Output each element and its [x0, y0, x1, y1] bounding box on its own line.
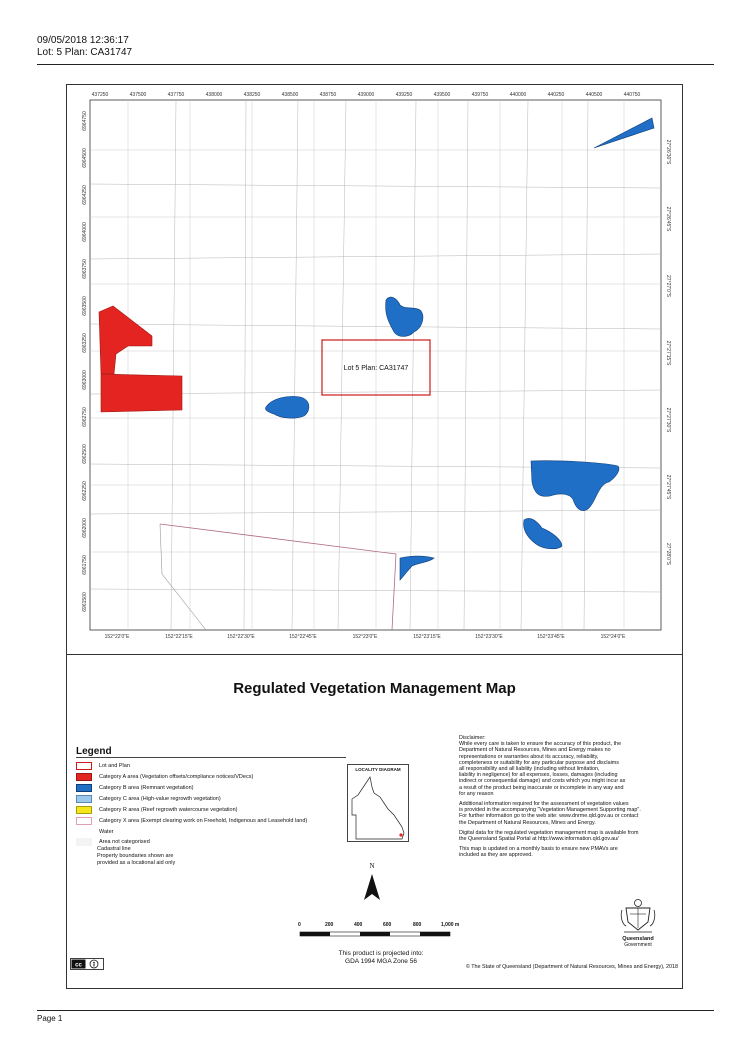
- easting-tick: 440750: [623, 92, 641, 98]
- easting-tick: 439500: [433, 92, 451, 98]
- latitude-tick: 27°27'15"S: [665, 340, 671, 366]
- category-x-swatch: [76, 817, 92, 825]
- legend-title: Legend: [76, 746, 112, 757]
- category-r-swatch: [76, 806, 92, 814]
- legend-label: Category X area (Exempt clearing work on Freehold, Indigenous and Leasehold land): [99, 818, 308, 824]
- latitude-tick: 27°28'0"S: [665, 543, 671, 565]
- disclaimer-line: Digital data for the regulated vegetation management map is available from: [459, 829, 639, 836]
- legend-label: Category A area (Vegetation offsets/compliance notices/VDecs): [99, 774, 254, 780]
- easting-tick: 439750: [471, 92, 489, 98]
- northing-tick: 6963750: [82, 259, 88, 279]
- header-rule: [37, 64, 714, 65]
- queensland-label: Queensland: [622, 936, 654, 942]
- latitude-tick: 27°27'0"S: [665, 275, 671, 297]
- north-arrow-icon: [362, 872, 382, 902]
- queensland-outline-icon: [350, 775, 408, 841]
- legend-note-line: Cadastral line: [97, 846, 131, 852]
- disclaimer-title: Disclaimer:: [459, 735, 486, 741]
- disclaimer-line: completeness or suitability for any particular purpose and disclaims: [459, 759, 619, 766]
- disclaimer-line: the Queensland Spatial Portal at http://www.information.qld.gov.au/: [459, 836, 619, 843]
- scale-label: 600: [383, 922, 392, 928]
- government-label: Government: [624, 942, 652, 948]
- northing-tick: 6961750: [82, 555, 88, 575]
- disclaimer-line: is provided in the accompanying "Vegetation Management Supporting map".: [459, 807, 641, 814]
- longitude-tick: 152°24'0"E: [600, 634, 626, 640]
- disclaimer-line: a result of the product being inaccurate or incomplete in any way and: [459, 784, 624, 791]
- copyright-notice: © The State of Queensland (Department of Natural Resources, Mines and Energy), 2018: [465, 964, 678, 970]
- locality-diagram: [347, 764, 409, 842]
- map-divider: [66, 654, 683, 655]
- easting-tick: 439250: [395, 92, 413, 98]
- longitude-tick: 152°23'45"E: [537, 634, 565, 640]
- page-number: Page 1: [37, 1014, 63, 1023]
- scale-label: 400: [354, 922, 363, 928]
- easting-tick: 438750: [319, 92, 337, 98]
- legend-label: Area not categorised: [99, 839, 150, 845]
- lot-label: Lot 5 Plan: CA31747: [343, 365, 409, 372]
- latitude-tick: 27°26'45"S: [665, 206, 671, 232]
- scale-bar-graphic: [296, 931, 496, 941]
- map-canvas: [66, 84, 683, 654]
- northing-tick: 6963500: [82, 296, 88, 316]
- queensland-crest-icon: [618, 896, 658, 958]
- easting-tick: 440000: [509, 92, 527, 98]
- disclaimer-line: This map is updated on a monthly basis to ensure new PMAVs are: [459, 846, 618, 853]
- easting-tick: 437500: [129, 92, 147, 98]
- projection-line: GDA 1994 MGA Zone 56: [345, 958, 417, 965]
- scale-bar: [296, 922, 496, 942]
- disclaimer-line: Additional information required for the assessment of vegetation values: [459, 801, 629, 808]
- map-title: Regulated Vegetation Management Map: [233, 680, 516, 697]
- not-categorised-swatch: [76, 838, 92, 846]
- category-b-swatch: [76, 784, 92, 792]
- bottom-longitude-labels: [105, 634, 626, 640]
- easting-tick: 437750: [167, 92, 185, 98]
- scale-label: 200: [325, 922, 334, 928]
- northing-tick: 6964000: [82, 222, 88, 242]
- northing-tick: 6964500: [82, 148, 88, 168]
- northing-tick: 6962500: [82, 444, 88, 464]
- northing-tick: 6962750: [82, 407, 88, 427]
- longitude-tick: 152°23'15"E: [413, 634, 441, 640]
- water-swatch: [76, 828, 92, 836]
- cc-badge-graphic: [70, 958, 104, 970]
- category-a-swatch: [76, 773, 92, 781]
- scale-label: 0: [298, 922, 301, 928]
- northing-tick: 6964750: [82, 111, 88, 131]
- legend-label: Water: [99, 829, 114, 835]
- north-arrow: [362, 862, 382, 902]
- longitude-tick: 152°22'15"E: [165, 634, 193, 640]
- disclaimer-line: representations or warranties about its accuracy, reliability,: [459, 753, 599, 760]
- scale-label: 1,000 m: [441, 922, 460, 928]
- northing-tick: 6962250: [82, 481, 88, 501]
- easting-tick: 437250: [91, 92, 109, 98]
- disclaimer: [459, 735, 674, 863]
- legend-note-line: provided as a locational aid only: [97, 860, 176, 866]
- svg-text:cc: cc: [75, 962, 82, 969]
- longitude-tick: 152°23'0"E: [352, 634, 378, 640]
- disclaimer-line: Department of Natural Resources, Mines and Energy makes no: [459, 747, 611, 754]
- easting-tick: 438000: [205, 92, 223, 98]
- top-easting-labels: [92, 92, 641, 98]
- creative-commons-icon: [70, 957, 104, 969]
- easting-tick: 440250: [547, 92, 565, 98]
- crest-graphic: [618, 896, 658, 936]
- scale-label: 800: [413, 922, 422, 928]
- legend-note-line: Property boundaries shown are: [97, 853, 174, 859]
- disclaimer-line: indirect or consequential damage) and costs which you might incur as: [459, 778, 626, 785]
- latitude-tick: 27°27'30"S: [665, 407, 671, 433]
- locality-title: LOCALITY DIAGRAM: [355, 767, 401, 772]
- easting-tick: 438250: [243, 92, 261, 98]
- map-panel[interactable]: [66, 84, 683, 654]
- longitude-tick: 152°22'45"E: [289, 634, 317, 640]
- northing-tick: 6963250: [82, 333, 88, 353]
- disclaimer-line: While every care is taken to ensure the accuracy of this product, the: [459, 741, 622, 748]
- category-c-swatch: [76, 795, 92, 803]
- disclaimer-line: liability in negligence) for all expenses, losses, damages (including: [459, 772, 618, 779]
- disclaimer-line: for any reason: [459, 790, 494, 797]
- header-lot-plan: Lot: 5 Plan: CA31747: [37, 47, 133, 58]
- northing-tick: 6963000: [82, 370, 88, 390]
- northing-tick: 6962000: [82, 518, 88, 538]
- print-datetime: 09/05/2018 12:36:17: [37, 35, 129, 46]
- legend-rule: [76, 757, 346, 758]
- north-label: N: [369, 862, 375, 870]
- legend-label: Category C area (High-value regrowth vegetation): [99, 796, 221, 802]
- projection-line: This product is projected into:: [338, 950, 424, 957]
- disclaimer-line: included as they are approved.: [459, 852, 533, 859]
- legend-label: Category R area (Reef regrowth watercourse vegetation): [99, 807, 238, 813]
- legend-label: Category B area (Remnant vegetation): [99, 785, 194, 791]
- legend-note: [97, 846, 247, 867]
- left-northing-labels: [82, 111, 88, 612]
- right-latitude-labels: [665, 140, 671, 566]
- longitude-tick: 152°22'0"E: [104, 634, 130, 640]
- legend-label: Lot and Plan: [99, 763, 130, 769]
- easting-tick: 440500: [585, 92, 603, 98]
- northing-tick: 6961500: [82, 592, 88, 612]
- disclaimer-line: all responsibility and all liability (including without limitation,: [459, 766, 600, 773]
- longitude-tick: 152°22'30"E: [227, 634, 255, 640]
- disclaimer-line: the Department of Natural Resources, Mines and Energy.: [459, 819, 596, 826]
- disclaimer-line: For further information go to the web site: www.dnrme.qld.gov.au or contact: [459, 813, 639, 820]
- latitude-tick: 27°27'45"S: [665, 474, 671, 500]
- lot-swatch: [76, 762, 92, 770]
- easting-tick: 438500: [281, 92, 299, 98]
- footer-rule: [37, 1010, 714, 1011]
- easting-tick: 439000: [357, 92, 375, 98]
- longitude-tick: 152°23'30"E: [475, 634, 503, 640]
- latitude-tick: 27°26'30"S: [665, 139, 671, 165]
- locality-marker-icon: [399, 833, 402, 836]
- northing-tick: 6964250: [82, 185, 88, 205]
